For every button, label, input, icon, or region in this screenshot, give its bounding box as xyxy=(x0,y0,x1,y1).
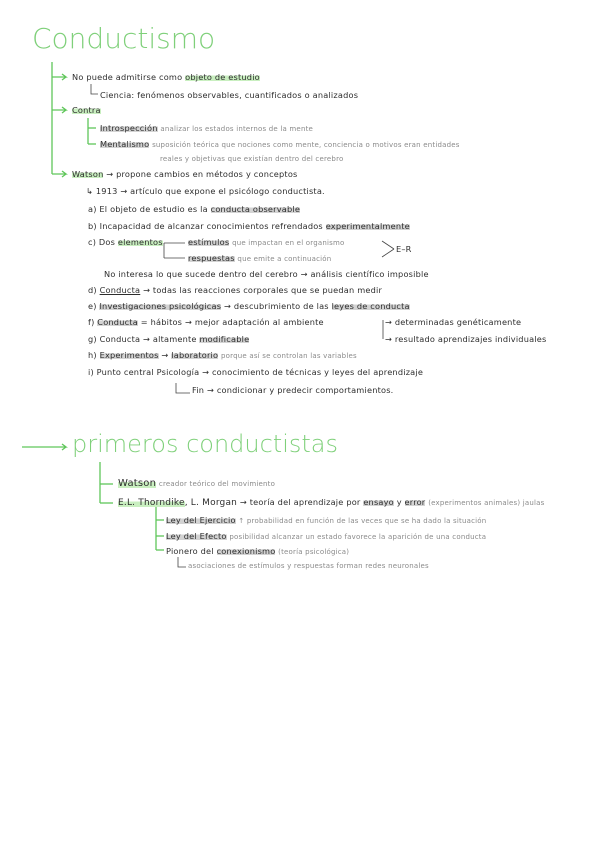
point-h-arrow: → xyxy=(161,350,172,360)
article-1913-text: 1913 → artículo que expone el psicólogo conductista. xyxy=(95,186,325,196)
e-r-label: E–R xyxy=(396,244,412,254)
point-d-text: → todas las reacciones corporales que se puedan medir xyxy=(143,285,383,295)
stimuli-label: estímulos xyxy=(188,237,230,247)
law-exercise-line xyxy=(166,515,486,525)
page-title: Conductismo xyxy=(32,22,216,55)
point-e-highlight: leyes de conducta xyxy=(331,301,410,311)
watson2-desc: creador teórico del movimiento xyxy=(158,480,276,488)
point-e-research: Investigaciones psicológicas xyxy=(99,301,222,311)
item-not-admissible-text: No puede admitirse como xyxy=(72,72,186,82)
pioneer-line xyxy=(166,546,349,556)
mentalism-label: Mentalismo xyxy=(100,139,150,149)
point-b-text: b) Incapacidad de alcanzar conocimientos refrendados xyxy=(88,221,326,231)
point-e xyxy=(88,301,410,311)
stimuli-desc: que impactan en el organismo xyxy=(232,239,345,247)
end-goal: Fin → condicionar y predecir comportamientos. xyxy=(192,385,394,395)
watson-line xyxy=(72,169,298,179)
point-g xyxy=(88,334,249,344)
point-d-conduct: Conducta xyxy=(99,285,141,295)
point-c-text: c) Dos xyxy=(88,237,118,247)
law-effect-label: Ley del Efecto xyxy=(166,531,227,541)
trial-label: ensayo xyxy=(363,497,394,507)
section-title-first-behaviorists: primeros conductistas xyxy=(72,430,339,458)
thorndike-experiments: (experimentos animales) jaulas xyxy=(428,499,545,507)
point-d xyxy=(88,285,382,295)
associations-line: asociaciones de estímulos y respuestas forman redes neuronales xyxy=(188,562,429,570)
learning-branch: → resultado aprendizajes individuales xyxy=(385,334,547,344)
not-interested-line: No interesa lo que sucede dentro del cerebro → análisis científico imposible xyxy=(104,269,429,279)
and-label: y xyxy=(393,497,405,507)
point-f-prefix: f) xyxy=(88,317,98,327)
responses-line xyxy=(188,253,331,263)
item-not-admissible xyxy=(72,72,260,82)
connectionism-label: conexionismo xyxy=(216,546,276,556)
morgan-label: , L. Morgan xyxy=(184,498,238,508)
introspection-label: Introspección xyxy=(100,123,158,133)
point-b-highlight: experimentalmente xyxy=(325,221,410,231)
point-a-highlight: conducta observable xyxy=(210,204,301,214)
mentalism-line xyxy=(100,139,460,149)
point-d-prefix: d) xyxy=(88,285,100,295)
point-h-experiments: Experimentos xyxy=(99,350,159,360)
responses-desc: que emite a continuación xyxy=(237,255,332,263)
law-effect-desc: posibilidad alcanzar un estado favorece la aparición de una conducta xyxy=(229,533,487,541)
watson-proposal: → propone cambios en métodos y conceptos xyxy=(106,169,298,179)
thorndike-line xyxy=(118,497,544,508)
point-f xyxy=(88,317,324,327)
introspection-line xyxy=(100,123,313,133)
watson-label: Watson xyxy=(72,169,104,179)
watson2-line xyxy=(118,478,275,489)
point-g-highlight: modificable xyxy=(199,334,250,344)
highlight-object-study: objeto de estudio xyxy=(185,72,260,82)
article-1913: ↳ 1913 → artículo que expone el psicólogo conductista. xyxy=(86,186,325,196)
point-e-prefix: e) xyxy=(88,301,100,311)
thorndike-theory: → teoría del aprendizaje por xyxy=(239,497,364,507)
point-a-text: a) El objeto de estudio es la xyxy=(88,204,211,214)
point-f-text: = hábitos → mejor adaptación al ambiente xyxy=(137,317,324,327)
law-exercise-label: Ley del Ejercicio xyxy=(166,515,236,525)
error-label: error xyxy=(404,497,426,507)
genetic-branch: → determinadas genéticamente xyxy=(385,317,522,327)
point-g-text: g) Conducta → altamente xyxy=(88,334,200,344)
science-definition: Ciencia: fenómenos observables, cuantificados o analizados xyxy=(100,90,359,100)
watson2-label: Watson xyxy=(118,478,157,489)
point-f-conduct: Conducta xyxy=(97,317,138,327)
point-h-laboratory: laboratorio xyxy=(171,350,219,360)
responses-label: respuestas xyxy=(188,253,235,263)
point-h-prefix: h) xyxy=(88,350,100,360)
point-b xyxy=(88,221,410,231)
point-c-highlight: elementos xyxy=(117,237,163,247)
introspection-desc: analizar los estados internos de la mente xyxy=(160,125,314,133)
pioneer-label: Pionero del xyxy=(166,546,217,556)
point-i: i) Punto central Psicología → conocimiento de técnicas y leyes del aprendizaje xyxy=(88,367,424,377)
point-e-text: → descubrimiento de las xyxy=(223,301,332,311)
point-c xyxy=(88,237,163,247)
pioneer-desc: (teoría psicológica) xyxy=(278,548,350,556)
point-h xyxy=(88,350,357,360)
stimuli-line xyxy=(188,237,344,247)
mentalism-desc-2: reales y objetivas que existían dentro del cerebro xyxy=(160,155,344,163)
thorndike-label: E.L. Thorndike xyxy=(118,498,185,508)
law-effect-line xyxy=(166,531,486,541)
point-a xyxy=(88,204,300,214)
law-exercise-desc: ↑ probabilidad en función de las veces que se ha dado la situación xyxy=(238,517,487,525)
contra-label: Contra xyxy=(72,105,101,115)
point-h-desc: porque así se controlan las variables xyxy=(221,352,357,360)
mentalism-desc-1: suposición teórica que nociones como mente, conciencia o motivos eran entidades xyxy=(152,141,460,149)
contra-heading xyxy=(72,105,101,115)
